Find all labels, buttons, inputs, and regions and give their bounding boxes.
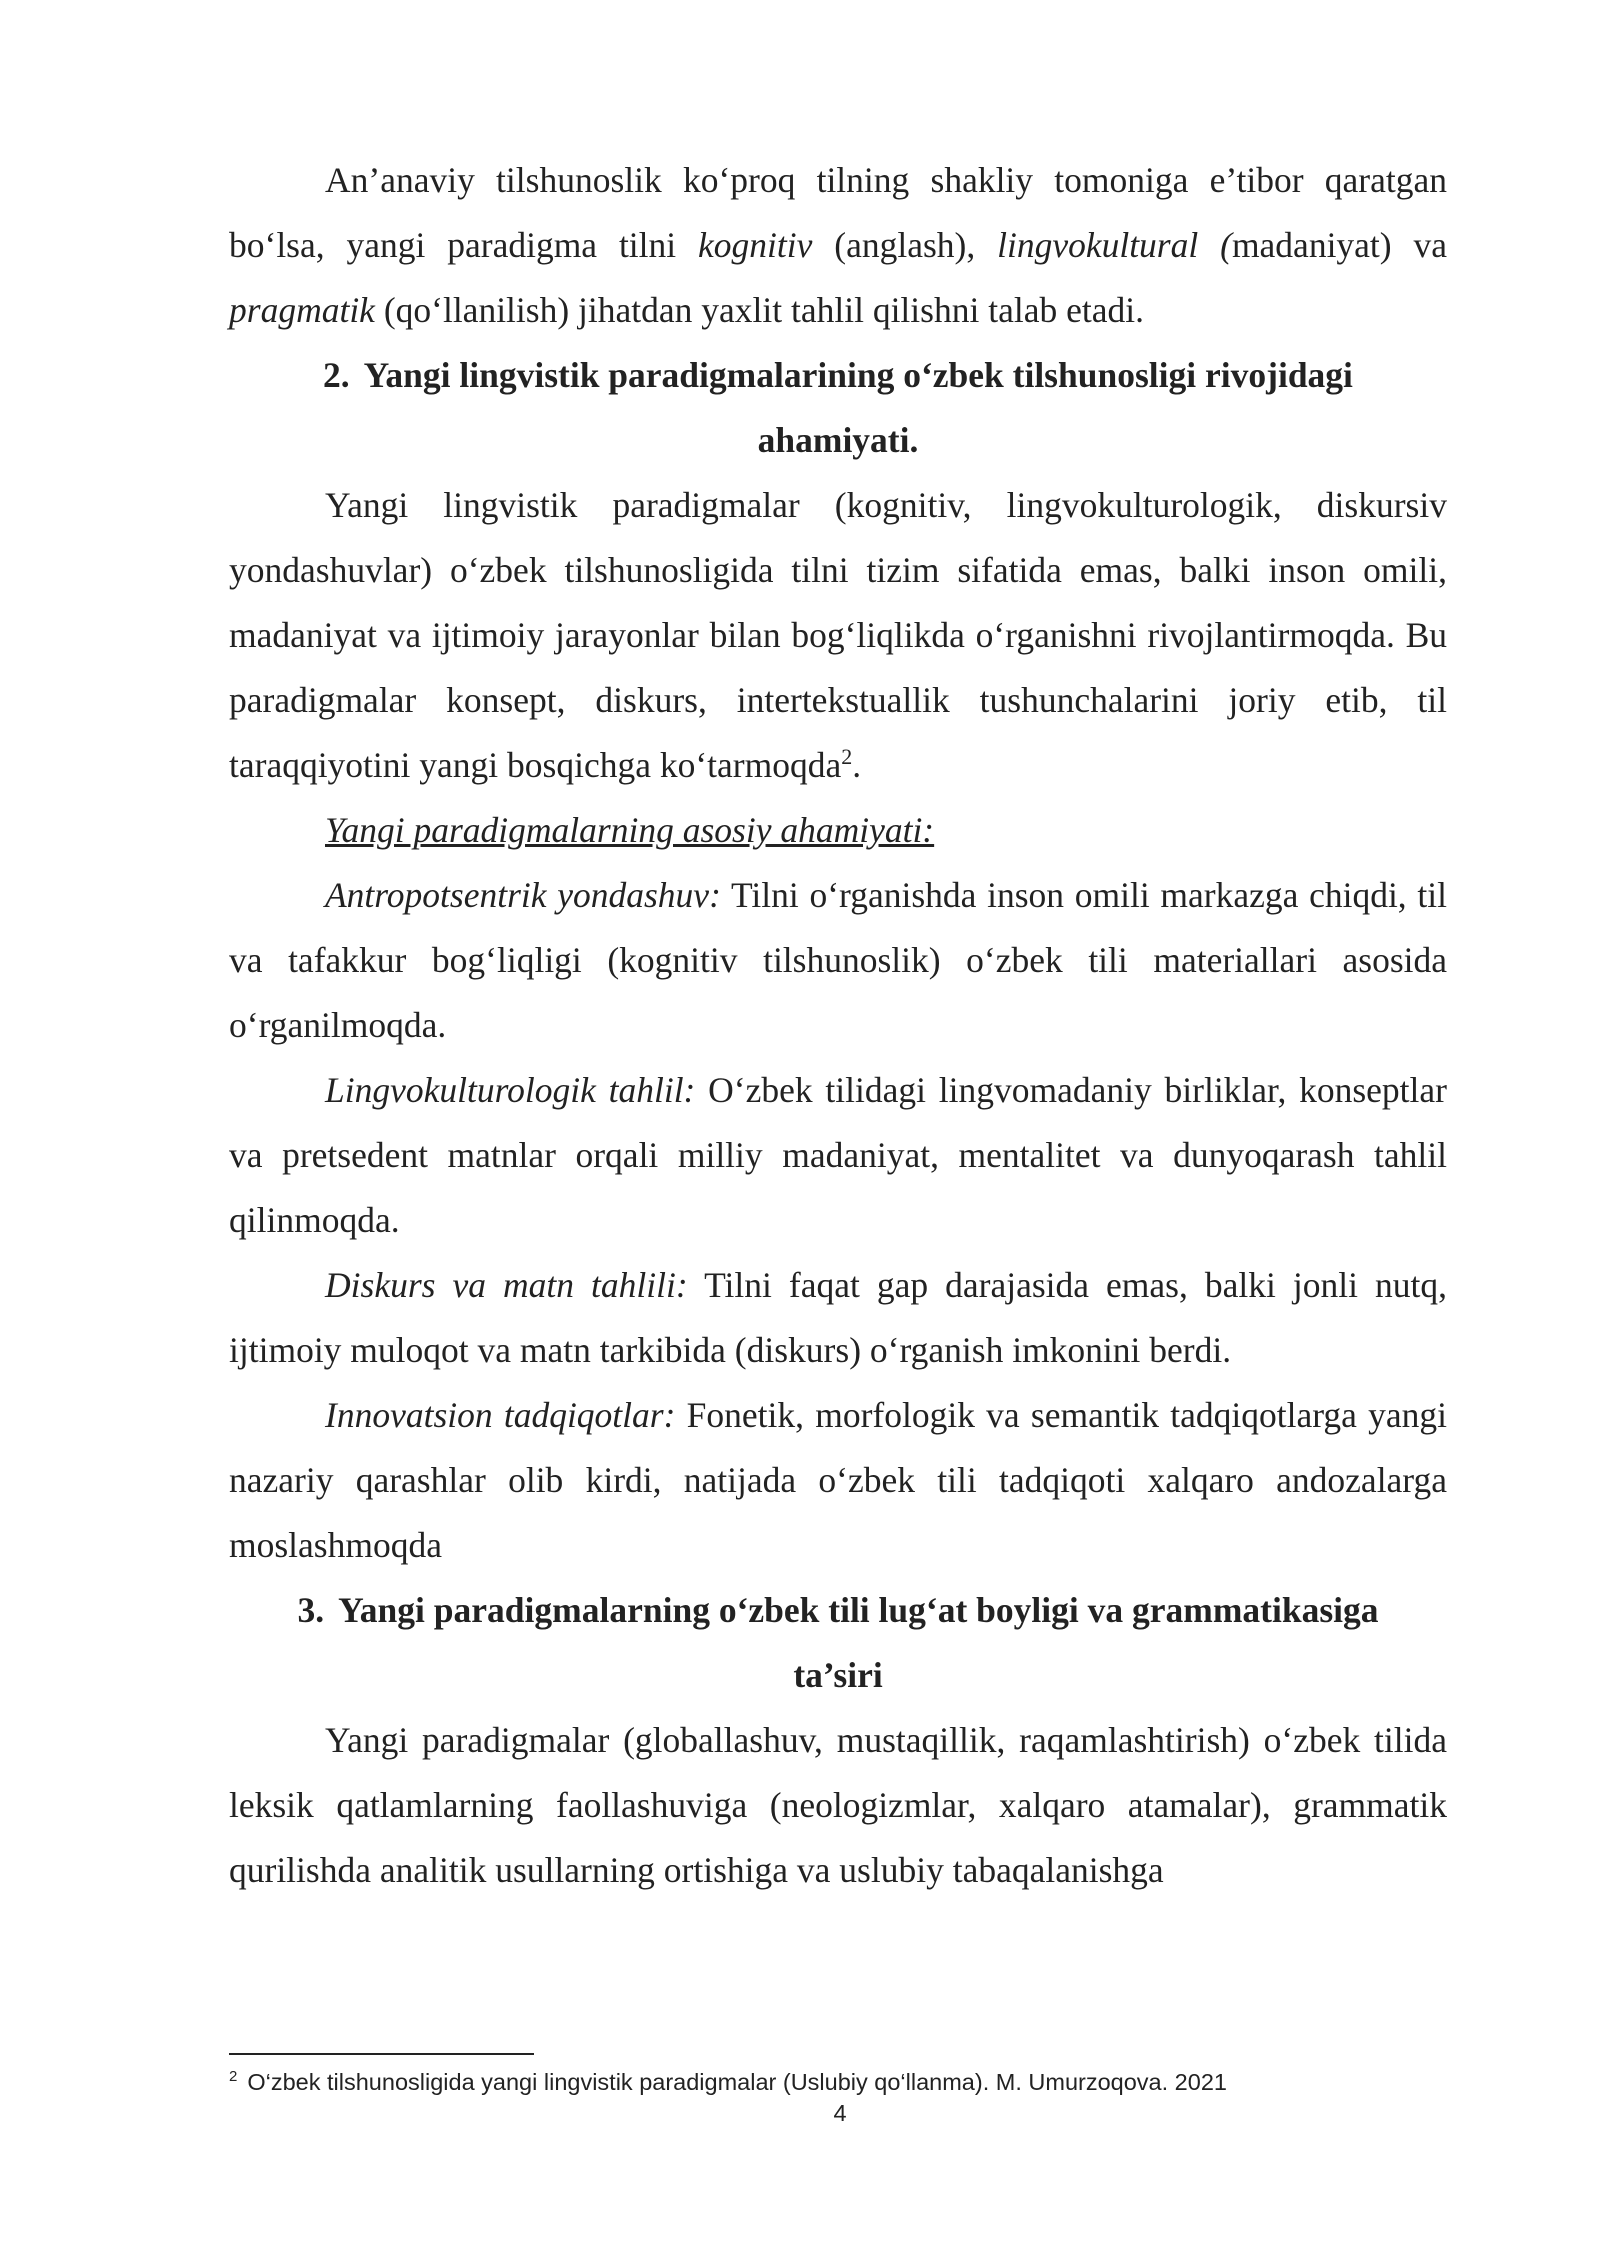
section-3-heading (229, 1578, 1447, 1708)
intro-text-1: An’anaviy tilshunoslik ko‘proq tilning shakliy tomoniga e’tibor qaratgan bo‘lsa, yangi paradigma tilni (229, 160, 1447, 265)
item-text: Fonetik, morfologik va semantik tadqiqotlarga yangi nazariy qarashlar olib kirdi, natijada o‘zbek tili tadqiqoti xalqaro andozalarga moslashmoqda (229, 1395, 1448, 1565)
section-2-heading (229, 343, 1447, 473)
footnote-reference[interactable]: 2 (841, 744, 853, 770)
subheading: Yangi paradigmalarning asosiy ahamiyati: (325, 810, 935, 850)
section-2-number: 2. (323, 355, 350, 395)
item-term: Diskurs va matn tahlili: (325, 1265, 688, 1305)
footnote-text: O‘zbek tilshunosligida yangi lingvistik paradigmalar (Uslubiy qo‘llanma). M. Umurzoqova. 2021 (247, 2068, 1227, 2095)
footnote-mark: 2 (229, 2068, 238, 2085)
item-term: Innovatsion tadqiqotlar: (325, 1395, 676, 1435)
footnote-divider (229, 2053, 534, 2055)
section-3-paragraph: Yangi paradigmalar (globallashuv, mustaqillik, raqamlashtirish) o‘zbek tilida leksik qatlamlarning faollashuviga (neologizmlar, xalqaro atamalar), grammatik qurilishda analitik usullarning ortishiga va uslubiy tabaqalanishga (229, 1720, 1447, 1890)
section-2-title: Yangi lingvistik paradigmalarining o‘zbek tilshunosligi rivojidagi ahamiyati. (363, 355, 1353, 460)
intro-text-3: madaniyat) va (1231, 225, 1447, 265)
document-page (229, 148, 1447, 1903)
item-text: O‘zbek tilidagi lingvomadaniy birliklar, konseptlar va pretsedent matnlar orqali milliy madaniyat, mentalitet va dunyoqarash tahlil qilinmoqda. (229, 1070, 1447, 1240)
list-item-diskurs (229, 1253, 1447, 1383)
intro-italic-lingvokultural: lingvokultural ( (997, 225, 1232, 265)
intro-italic-pragmatik: pragmatik (229, 290, 375, 330)
intro-paragraph (229, 148, 1447, 343)
intro-text-4: (qo‘llanilish) jihatdan yaxlit tahlil qilishni talab etadi. (374, 290, 1144, 330)
section-2-paragraph (229, 473, 1447, 798)
item-text: Tilni o‘rganishda inson omili markazga chiqdi, til va tafakkur bog‘liqligi (kognitiv tilshunoslik) o‘zbek tili materiallari asosida o‘rganilmoqda. (229, 875, 1447, 1045)
section-2-end: . (852, 745, 862, 785)
intro-text-2: (anglash), (812, 225, 998, 265)
section-3-title: Yangi paradigmalarning o‘zbek tili lug‘at boyligi va grammatikasiga ta’siri (338, 1590, 1379, 1695)
footnote (229, 2062, 1447, 2097)
item-term: Lingvokulturologik tahlil: (325, 1070, 696, 1110)
page-number: 4 (833, 2100, 847, 2126)
section-3-number: 3. (297, 1590, 325, 1630)
intro-italic-kognitiv: kognitiv (698, 225, 813, 265)
list-item-lingvokulturologik (229, 1058, 1447, 1253)
item-text: Tilni faqat gap darajasida emas, balki jonli nutq, ijtimoiy muloqot va matn tarkibida (diskurs) o‘rganish imkonini berdi. (229, 1265, 1447, 1370)
list-item-innovatsion (229, 1383, 1447, 1578)
list-item-antropotsentrik (229, 863, 1447, 1058)
item-term: Antropotsentrik yondashuv: (325, 875, 721, 915)
section-2-text: Yangi lingvistik paradigmalar (kognitiv, lingvokulturologik, diskursiv yondashuvlar) o‘zbek tilshunosligida tilni tizim sifatida emas, balki inson omili, madaniyat va ijtimoiy jarayonlar bilan bog‘liqlikda o‘rganishni rivojlantirmoqda. Bu paradigmalar konsept, diskurs, intertekstuallik tushunchalarini joriy etib, til taraqqiyotini yangi bosqichga ko‘tarmoqda (229, 485, 1447, 785)
